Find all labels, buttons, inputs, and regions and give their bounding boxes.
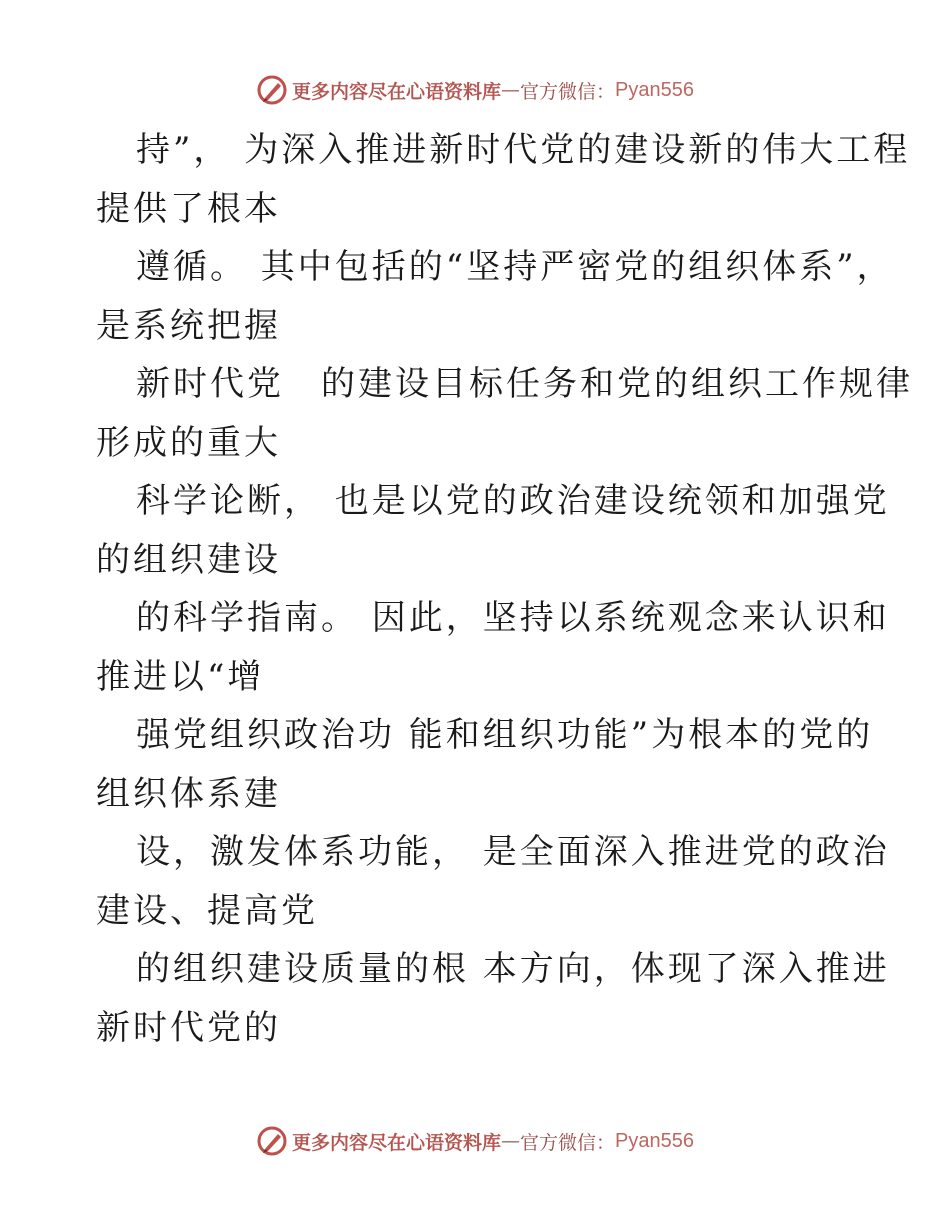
text-line: 遵循。 其中包括的“坚持严密党的组织体系”， [136, 247, 894, 287]
document-body [96, 121, 913, 1057]
pen-logo-icon [256, 1125, 288, 1157]
watermark-wechat-label: 官方微信： [520, 1131, 616, 1154]
text-line: 形成的重大 [96, 422, 281, 463]
text-line: 建设、提高党 [96, 890, 318, 931]
watermark-wechat-id: Pyan556 [615, 1129, 694, 1152]
text-line: 科学论断， 也是以党的政治建设统领和加强党 [136, 481, 890, 521]
text-line: 持”， 为深入推进新时代党的建设新的伟大工程 [136, 130, 911, 170]
text-line: 强党组织政治功 能和组织功能”为根本的党的 [136, 715, 874, 755]
watermark-dash: — [501, 79, 521, 101]
watermark-text: 更多内容尽在心语资料库 [292, 80, 502, 103]
text-line: 的组织建设 [96, 539, 281, 580]
text-line: 新时代党 的建设目标任务和党的组织工作规律 [136, 364, 913, 404]
footer-watermark [0, 1121, 950, 1161]
text-line: 新时代党的 [96, 1007, 281, 1048]
watermark-wechat-id: Pyan556 [615, 78, 694, 101]
watermark-wechat-label: 官方微信： [520, 80, 616, 103]
text-line: 的组织建设质量的根 本方向，体现了深入推进 [136, 949, 890, 989]
watermark-text: 更多内容尽在心语资料库 [292, 1131, 502, 1154]
text-line: 是系统把握 [96, 305, 281, 346]
text-line: 设，激发体系功能， 是全面深入推进党的政治 [136, 832, 890, 872]
pen-logo-icon [256, 74, 288, 106]
text-line: 组织体系建 [96, 773, 281, 814]
text-line: 提供了根本 [96, 188, 281, 229]
header-watermark [0, 70, 950, 110]
text-line: 推进以“增 [96, 656, 265, 697]
text-line: 的科学指南。 因此，坚持以系统观念来认识和 [136, 598, 890, 638]
watermark-dash: — [501, 1130, 521, 1152]
